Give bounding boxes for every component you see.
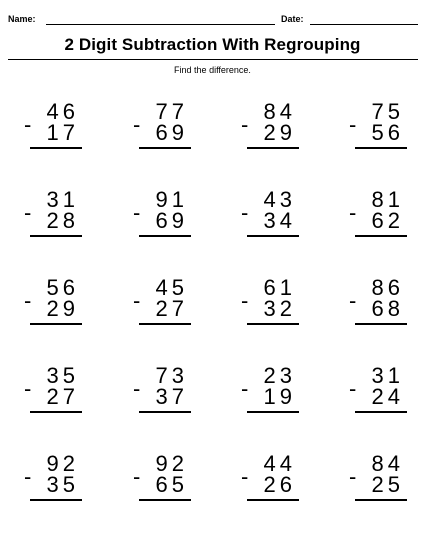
minus-sign: - — [133, 376, 141, 401]
minuend: 61 — [263, 275, 296, 300]
answer-line[interactable] — [247, 235, 299, 237]
minus-sign: - — [133, 288, 141, 313]
worksheet-title: 2 Digit Subtraction With Regrouping — [64, 35, 361, 54]
subtrahend: 65 — [155, 472, 188, 497]
minus-sign: - — [241, 112, 249, 137]
answer-line[interactable] — [139, 147, 191, 149]
subtraction-problem — [347, 365, 407, 427]
minus-sign: - — [24, 464, 32, 489]
subtrahend: 27 — [155, 296, 188, 321]
minus-sign: - — [349, 376, 357, 401]
answer-line[interactable] — [247, 147, 299, 149]
minus-sign: - — [24, 200, 32, 225]
subtrahend: 69 — [155, 208, 188, 233]
minuend: 56 — [46, 275, 79, 300]
minuend: 31 — [46, 187, 79, 212]
subtraction-problem — [347, 277, 407, 339]
minus-sign: - — [133, 464, 141, 489]
minus-sign: - — [349, 200, 357, 225]
minus-sign: - — [241, 376, 249, 401]
answer-line[interactable] — [30, 411, 82, 413]
answer-line[interactable] — [355, 411, 407, 413]
minus-sign: - — [349, 288, 357, 313]
date-field-line[interactable] — [310, 24, 418, 25]
subtrahend: 68 — [371, 296, 404, 321]
subtraction-problem — [131, 453, 191, 515]
answer-line[interactable] — [139, 235, 191, 237]
subtrahend: 25 — [371, 472, 404, 497]
worksheet-header — [8, 12, 418, 28]
minuend: 44 — [263, 451, 296, 476]
subtrahend: 24 — [371, 384, 404, 409]
answer-line[interactable] — [30, 235, 82, 237]
subtraction-problem — [347, 453, 407, 515]
subtraction-problem — [239, 101, 299, 163]
name-field-line[interactable] — [46, 24, 275, 25]
answer-line[interactable] — [355, 147, 407, 149]
answer-line[interactable] — [247, 323, 299, 325]
subtrahend: 26 — [263, 472, 296, 497]
minuend: 45 — [155, 275, 188, 300]
minuend: 92 — [155, 451, 188, 476]
minuend: 35 — [46, 363, 79, 388]
subtrahend: 34 — [263, 208, 296, 233]
minuend: 84 — [263, 99, 296, 124]
date-label: Date: — [281, 14, 304, 24]
subtraction-problem — [22, 189, 82, 251]
answer-line[interactable] — [355, 235, 407, 237]
subtrahend: 69 — [155, 120, 188, 145]
answer-line[interactable] — [139, 323, 191, 325]
answer-line[interactable] — [30, 323, 82, 325]
answer-line[interactable] — [355, 499, 407, 501]
minus-sign: - — [24, 288, 32, 313]
subtrahend: 29 — [263, 120, 296, 145]
answer-line[interactable] — [247, 499, 299, 501]
answer-line[interactable] — [139, 411, 191, 413]
minus-sign: - — [349, 112, 357, 137]
title-divider — [8, 59, 418, 60]
subtraction-problem — [22, 453, 82, 515]
subtraction-problem — [347, 101, 407, 163]
subtraction-problem — [22, 365, 82, 427]
subtraction-problem — [239, 277, 299, 339]
subtraction-problem — [22, 101, 82, 163]
instructions: Find the difference. — [174, 65, 251, 75]
subtraction-problem — [347, 189, 407, 251]
minus-sign: - — [24, 376, 32, 401]
minus-sign: - — [133, 200, 141, 225]
subtraction-problem — [239, 189, 299, 251]
subtraction-problem — [239, 453, 299, 515]
minuend: 92 — [46, 451, 79, 476]
minus-sign: - — [241, 288, 249, 313]
minus-sign: - — [24, 112, 32, 137]
subtrahend: 19 — [263, 384, 296, 409]
minuend: 31 — [371, 363, 404, 388]
subtrahend: 56 — [371, 120, 404, 145]
answer-line[interactable] — [30, 147, 82, 149]
minuend: 81 — [371, 187, 404, 212]
answer-line[interactable] — [30, 499, 82, 501]
minus-sign: - — [241, 464, 249, 489]
name-label: Name: — [8, 14, 36, 24]
subtrahend: 32 — [263, 296, 296, 321]
minuend: 75 — [371, 99, 404, 124]
answer-line[interactable] — [247, 411, 299, 413]
minus-sign: - — [241, 200, 249, 225]
minus-sign: - — [133, 112, 141, 137]
subtrahend: 37 — [155, 384, 188, 409]
subtrahend: 29 — [46, 296, 79, 321]
subtrahend: 35 — [46, 472, 79, 497]
subtrahend: 17 — [46, 120, 79, 145]
answer-line[interactable] — [139, 499, 191, 501]
subtraction-problem — [131, 277, 191, 339]
subtrahend: 27 — [46, 384, 79, 409]
answer-line[interactable] — [355, 323, 407, 325]
minuend: 46 — [46, 99, 79, 124]
subtrahend: 28 — [46, 208, 79, 233]
minus-sign: - — [349, 464, 357, 489]
subtraction-problem — [131, 101, 191, 163]
subtraction-problem — [131, 189, 191, 251]
subtraction-problem — [22, 277, 82, 339]
minuend: 43 — [263, 187, 296, 212]
minuend: 86 — [371, 275, 404, 300]
minuend: 73 — [155, 363, 188, 388]
minuend: 77 — [155, 99, 188, 124]
subtraction-problem — [131, 365, 191, 427]
subtrahend: 62 — [371, 208, 404, 233]
minuend: 23 — [263, 363, 296, 388]
minuend: 84 — [371, 451, 404, 476]
minuend: 91 — [155, 187, 188, 212]
subtraction-problem — [239, 365, 299, 427]
